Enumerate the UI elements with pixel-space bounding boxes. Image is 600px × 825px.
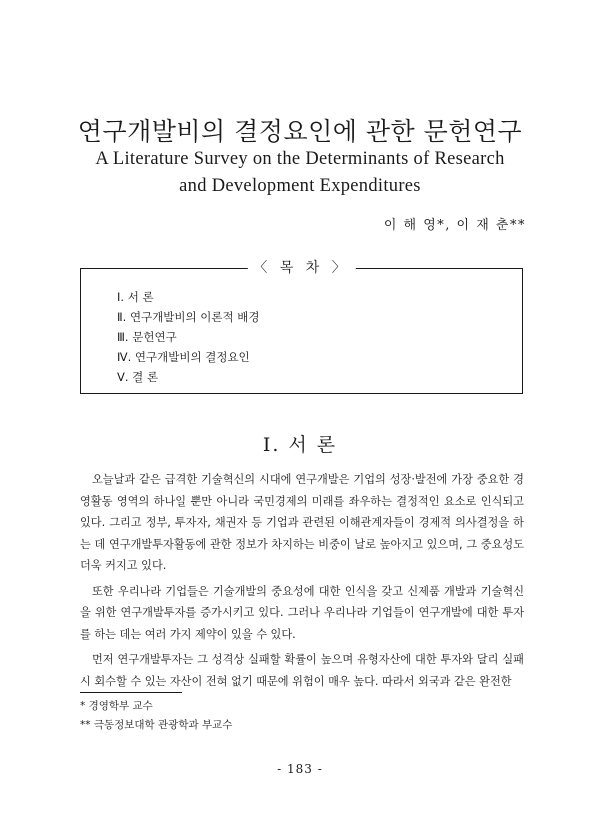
table-of-contents xyxy=(80,260,523,394)
toc-header: 〈 목 차 〉 xyxy=(247,257,355,277)
toc-item: Ⅱ. 연구개발비의 이론적 배경 xyxy=(117,310,260,324)
paper-title-korean: 연구개발비의 결정요인에 관한 문헌연구 xyxy=(77,117,523,146)
page-number: - 183 - xyxy=(277,762,323,776)
paper-title-english xyxy=(0,146,600,200)
authors: 이 해 영*, 이 재 춘** xyxy=(383,218,526,233)
paper-title-english-line1: A Literature Survey on the Determinants of Research xyxy=(95,149,505,169)
footnote: ** 극동정보대학 관광학과 부교수 xyxy=(80,719,233,731)
toc-item: Ⅰ. 서 론 xyxy=(117,290,154,304)
toc-item: Ⅴ. 결 론 xyxy=(117,370,159,384)
footnote-divider xyxy=(80,692,182,693)
toc-item: Ⅲ. 문헌연구 xyxy=(117,330,177,344)
paragraph: 먼저 연구개발투자는 그 성격상 실패할 확률이 높으며 유형자산에 대한 투자와 달리 실패시 회수할 수 있는 자산이 전혀 없기 때문에 위험이 매우 높다. 따라서 외국과 같은 완전한 xyxy=(80,653,524,688)
body-text xyxy=(80,469,524,696)
footnotes xyxy=(80,697,232,735)
footnote: * 경영학부 교수 xyxy=(80,700,153,712)
toc-item: Ⅳ. 연구개발비의 결정요인 xyxy=(117,350,250,364)
paragraph: 또한 우리나라 기업들은 기술개발의 중요성에 대한 인식을 갖고 신제품 개발과 기술혁신을 위한 연구개발투자를 증가시키고 있다. 그러나 우리나라 기업들이 연구개발에 대한 투자를 하는 데는 여러 가지 제약이 있을 수 있다. xyxy=(80,584,524,641)
section-heading: Ⅰ. 서 론 xyxy=(262,434,338,456)
toc-list xyxy=(117,287,259,387)
paragraph: 오늘날과 같은 급격한 기술혁신의 시대에 연구개발은 기업의 성장·발전에 가장 중요한 경영활동 영역의 하나일 뿐만 아니라 국민경제의 미래를 좌우하는 결정적인 요소로 인식되고 있다. 그리고 정부, 투자자, 채권자 등 기업과 관련된 이해관계자들이 경제적 의사결정을 하는 데 연구개발투자활동에 관한 정보가 차지하는 비중이 날로 높아지고 있으며, 그 중요성도 더욱 커지고 있다. xyxy=(80,473,524,572)
paper-title-english-line2: and Development Expenditures xyxy=(179,176,421,196)
